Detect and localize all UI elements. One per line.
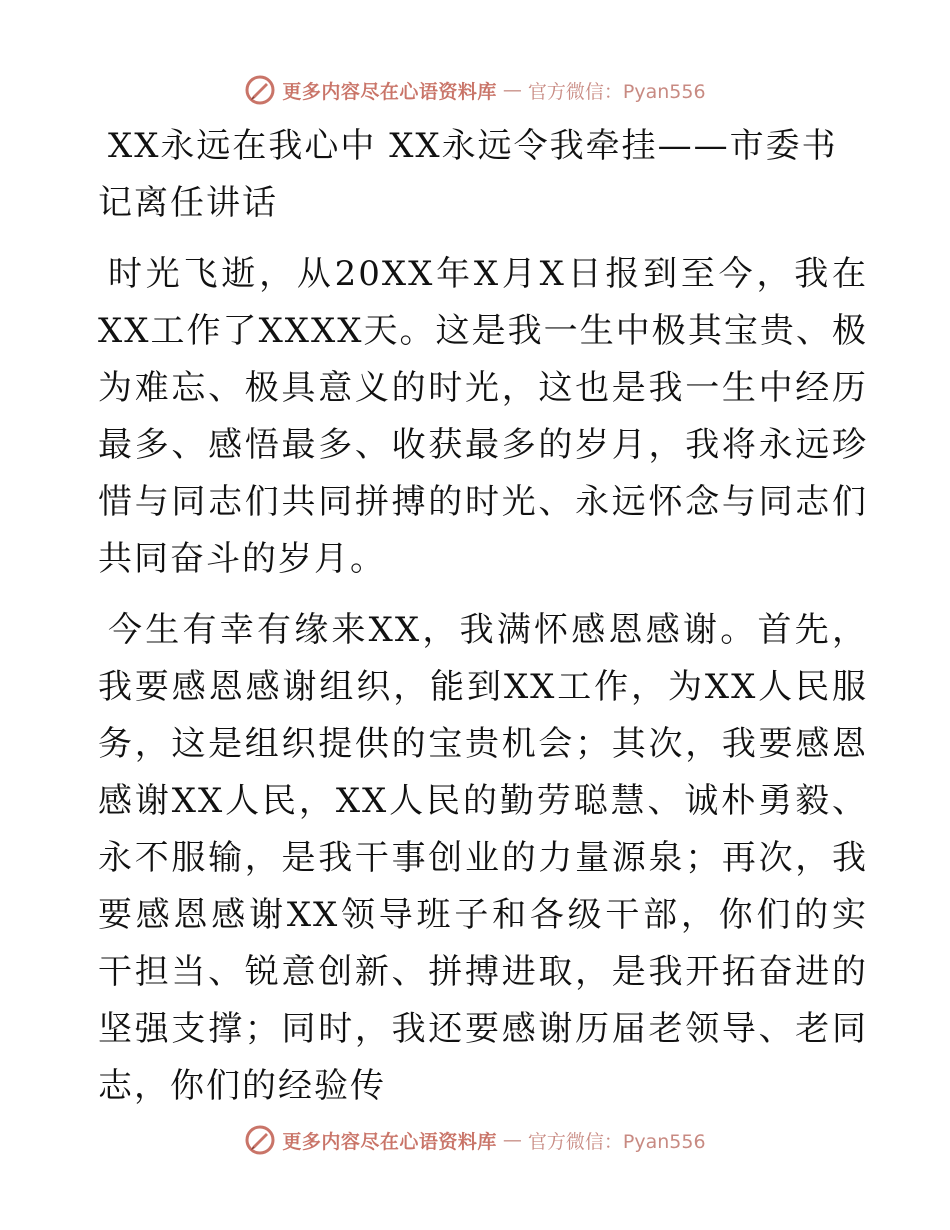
watermark-main-text: 更多内容尽在心语资料库 (282, 1130, 497, 1153)
watermark-wechat-text: 官方微信：Pyan556 (527, 1130, 706, 1153)
watermark-separator: — (502, 79, 522, 101)
pen-circle-logo-icon (244, 74, 276, 106)
watermark-separator: — (502, 1129, 522, 1151)
pen-circle-logo-icon (244, 1124, 276, 1156)
paragraph-2: 今生有幸有缘来XX，我满怀感恩感谢。首先，我要感恩感谢组织，能到XX工作，为XX人民服务，这是组织提供的宝贵机会；其次，我要感恩感谢XX人民，XX人民的勤劳聪慧、诚朴勇毅、永不服输，是我干事创业的力量源泉；再次，我要感恩感谢XX领导班子和各级干部，你们的实干担当、锐意创新、拼搏进取，是我开拓奋进的坚强支撑；同时，我还要感谢历届老领导、老同志，你们的经验传 (98, 610, 868, 1106)
header-watermark (0, 74, 950, 106)
watermark-main-text: 更多内容尽在心语资料库 (282, 80, 497, 103)
document-body (98, 118, 868, 1129)
footer-watermark (0, 1124, 950, 1156)
paragraph-1: 时光飞逝，从20XX年X月X日报到至今，我在XX工作了XXXX天。这是我一生中极其宝贵、极为难忘、极具意义的时光，这也是我一生中经历最多、感悟最多、收获最多的岁月，我将永远珍惜与同志们共同拼搏的时光、永远怀念与同志们共同奋斗的岁月。 (98, 254, 868, 579)
watermark-wechat-text: 官方微信：Pyan556 (527, 80, 706, 103)
document-title: XX永远在我心中 XX永远令我牵挂——市委书记离任讲话 (98, 126, 838, 223)
